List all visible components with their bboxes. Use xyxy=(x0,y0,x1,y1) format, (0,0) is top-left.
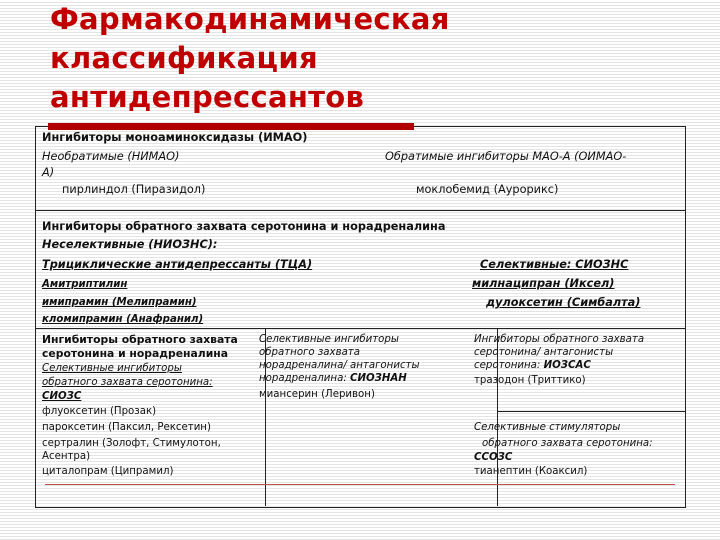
accent-bar xyxy=(48,123,414,130)
snri-nonselective: Неселективные (НИОЗНС): xyxy=(42,238,218,251)
snri-selective: Селективные: СИОЗНС xyxy=(480,258,629,271)
imao-irreversible-drug: пирлиндол (Пиразидол) xyxy=(62,183,206,196)
snri-tca: Трициклические антидепрессанты (ТЦА) xyxy=(42,258,313,271)
col2-label: норадреналина: xyxy=(259,373,350,384)
imao-reversible-cont: А) xyxy=(42,166,55,179)
col3a-label: серотонина: xyxy=(474,360,544,371)
col3b-abbr: ССОЗС xyxy=(474,452,513,463)
col2-text: обратного захвата xyxy=(259,347,360,358)
imao-irreversible: Необратимые (НИМАО) xyxy=(42,150,180,163)
tca-drug: кломипрамин (Анафранил) xyxy=(42,314,204,325)
title-line: классификация xyxy=(50,41,318,75)
col1-heading: Ингибиторы обратного захвата xyxy=(42,333,238,346)
imao-reversible: Обратимые ингибиторы МАО-А (ОИМАО- xyxy=(385,150,627,163)
col1-sub: обратного захвата серотонина: xyxy=(42,377,213,388)
col3b-drug: тианептин (Коаксил) xyxy=(474,466,588,477)
col3a-abbr: ИОЗСАС xyxy=(543,360,591,371)
col2-text: норадреналина/ антагонисты xyxy=(259,360,420,371)
col3a-text: Ингибиторы обратного захвата xyxy=(474,334,645,345)
col3b-text: обратного захвата серотонина: xyxy=(482,438,653,449)
col3a-drug: тразодон (Триттико) xyxy=(474,375,586,386)
col1-drug: пароксетин (Паксил, Рексетин) xyxy=(42,422,211,433)
imao-reversible-drug: моклобемид (Аурорикс) xyxy=(416,183,559,196)
col2-text xyxy=(259,372,407,386)
divider xyxy=(497,411,685,412)
title-line: антидепрессантов xyxy=(50,80,365,114)
col1-drug: флуоксетин (Прозак) xyxy=(42,406,157,417)
col1-abbr: СИОЗС xyxy=(42,391,82,402)
snri-heading: Ингибиторы обратного захвата серотонина и норадреналина xyxy=(42,220,446,233)
tca-drug: имипрамин (Мелипрамин) xyxy=(42,297,197,308)
selective-drug: дулоксетин (Симбалта) xyxy=(486,296,641,309)
col3a-text: серотонина/ антагонисты xyxy=(474,347,614,358)
col2-text: Селективные ингибиторы xyxy=(259,334,399,345)
col2-abbr: СИОЗНАН xyxy=(350,373,407,384)
col1-sub: Селективные ингибиторы xyxy=(42,363,182,374)
imao-heading: Ингибиторы моноаминоксидазы (ИМАО) xyxy=(42,131,308,144)
red-rule xyxy=(45,484,675,485)
tca-drug: Амитриптилин xyxy=(42,279,128,290)
divider xyxy=(35,210,685,211)
col1-drug: циталопрам (Ципрамил) xyxy=(42,466,174,477)
col1-heading: серотонина и норадреналина xyxy=(42,347,229,360)
col2-drug: миансерин (Леривон) xyxy=(259,389,375,400)
col1-drug: Асентра) xyxy=(42,451,91,462)
slide-title xyxy=(50,0,610,117)
col1-drug: сертралин (Золофт, Стимулотон, xyxy=(42,438,221,449)
col3a-text xyxy=(474,359,591,373)
selective-drug: милнаципран (Иксел) xyxy=(472,277,615,290)
title-line: Фармакодинамическая xyxy=(50,2,450,36)
col3b-text: Селективные стимуляторы xyxy=(474,422,621,433)
divider xyxy=(35,328,685,329)
